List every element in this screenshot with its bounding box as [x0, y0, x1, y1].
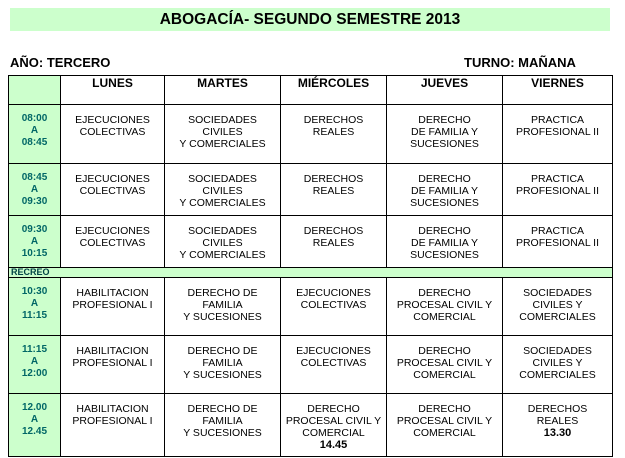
subject-cell	[281, 216, 387, 268]
end-time-note: 13.30	[543, 427, 572, 439]
subject-cell	[503, 336, 613, 394]
subject-line: REALES	[312, 185, 355, 197]
subject-line: SUCESIONES	[410, 138, 479, 150]
subject-cell	[503, 278, 613, 336]
subject-cell	[387, 105, 503, 164]
time-line: 09:30	[21, 196, 48, 207]
subject-line: PROFESIONAL II	[515, 185, 600, 197]
subject-cell	[165, 105, 281, 164]
subject-line: Y SUCESIONES	[183, 427, 262, 439]
subject-line: COLECTIVAS	[79, 126, 146, 138]
subject-line: DERECHO DE FAMILIA	[187, 345, 258, 369]
day-header: MARTES	[165, 76, 281, 105]
header-row	[9, 76, 613, 105]
year-label: AÑO: TERCERO	[10, 55, 111, 70]
subject-line: DERECHO	[418, 173, 471, 185]
table-row	[9, 394, 613, 457]
table-row	[9, 164, 613, 216]
subject-line: PROCESAL CIVIL Y	[285, 415, 382, 427]
subject-line: DERECHO DE FAMILIA	[187, 403, 258, 427]
subject-line: CIVILES Y	[532, 357, 583, 369]
schedule-table	[8, 75, 613, 457]
time-line: 11:15	[21, 310, 48, 321]
subject-line: EJECUCIONES	[75, 114, 150, 126]
subject-cell	[387, 394, 503, 457]
subject-line: HABILITACION	[76, 345, 149, 357]
subject-line: SUCESIONES	[410, 249, 479, 261]
subject-line: PRACTICA	[530, 114, 585, 126]
subject-line: Y SUCESIONES	[183, 311, 262, 323]
subject-cell	[165, 216, 281, 268]
subject-line: SOCIEDADES CIVILES	[188, 114, 257, 138]
page-title: ABOGACÍA- SEGUNDO SEMESTRE 2013	[10, 8, 610, 31]
subject-line: EJECUCIONES	[75, 173, 150, 185]
subject-line: DERECHOS	[303, 114, 364, 126]
subject-line: PROFESIONAL I	[72, 357, 153, 369]
time-cell	[9, 164, 61, 216]
subject-cell	[281, 164, 387, 216]
time-line: 12.00	[21, 402, 48, 413]
subject-line: PRACTICA	[530, 173, 585, 185]
subject-cell	[503, 216, 613, 268]
subject-line: DERECHO	[418, 403, 471, 415]
subject-line: Y SUCESIONES	[183, 369, 262, 381]
subject-line: PROCESAL CIVIL Y	[396, 415, 493, 427]
shift-label: TURNO: MAÑANA	[464, 55, 576, 70]
subject-line: DE FAMILIA Y	[411, 237, 478, 249]
table-row	[9, 216, 613, 268]
subject-cell	[61, 336, 165, 394]
table-row	[9, 336, 613, 394]
subject-line: DE FAMILIA Y	[411, 126, 478, 138]
subject-line: CIVILES Y	[532, 299, 583, 311]
time-line: A	[30, 356, 39, 367]
subject-line: DERECHO	[418, 287, 471, 299]
subject-cell	[165, 278, 281, 336]
subject-line: PROFESIONAL II	[515, 237, 600, 249]
subject-line: DERECHO	[307, 403, 360, 415]
time-line: A	[30, 184, 39, 195]
subject-line: DE FAMILIA Y	[411, 185, 478, 197]
subject-line: Y COMERCIALES	[179, 138, 266, 150]
subject-cell	[503, 394, 613, 457]
subject-line: PROFESIONAL II	[515, 126, 600, 138]
subject-cell	[281, 394, 387, 457]
day-header: LUNES	[61, 76, 165, 105]
subject-cell	[387, 336, 503, 394]
subject-cell	[61, 394, 165, 457]
subject-line: REALES	[536, 415, 579, 427]
subject-line: DERECHOS	[527, 403, 588, 415]
recess-label: RECREO	[9, 268, 613, 278]
recess-row	[9, 268, 613, 278]
subject-line: Y COMERCIALES	[179, 249, 266, 261]
subject-line: SOCIEDADES CIVILES	[188, 173, 257, 197]
subject-line: DERECHO DE FAMILIA	[187, 287, 258, 311]
subject-line: COLECTIVAS	[79, 237, 146, 249]
subject-line: SUCESIONES	[410, 197, 479, 209]
subject-line: EJECUCIONES	[296, 345, 371, 357]
subject-line: REALES	[312, 126, 355, 138]
time-cell	[9, 394, 61, 457]
subject-line: COMERCIAL	[413, 369, 476, 381]
subject-cell	[387, 164, 503, 216]
subject-line: COLECTIVAS	[300, 299, 367, 311]
subject-line: COMERCIAL	[413, 427, 476, 439]
day-header: VIERNES	[503, 76, 613, 105]
subject-line: SOCIEDADES CIVILES	[188, 225, 257, 249]
day-header: JUEVES	[387, 76, 503, 105]
subject-line: COMERCIAL	[302, 427, 365, 439]
time-line: 10:30	[21, 286, 48, 297]
day-header: MIÉRCOLES	[281, 76, 387, 105]
subject-cell	[281, 278, 387, 336]
time-line: A	[30, 125, 39, 136]
subject-line: COMERCIALES	[519, 311, 596, 323]
subject-line: DERECHOS	[303, 173, 364, 185]
subject-line: Y COMERCIALES	[179, 197, 266, 209]
time-line: 12:00	[21, 368, 48, 379]
subject-line: COLECTIVAS	[300, 357, 367, 369]
subject-line: DERECHO	[418, 225, 471, 237]
time-cell	[9, 216, 61, 268]
subject-cell	[61, 105, 165, 164]
subject-line: DERECHOS	[303, 225, 364, 237]
time-line: 09:30	[21, 224, 48, 235]
time-line: 12.45	[21, 426, 48, 437]
subject-cell	[165, 164, 281, 216]
time-line: A	[30, 298, 39, 309]
subject-cell	[503, 164, 613, 216]
subject-line: PROFESIONAL I	[72, 299, 153, 311]
subject-cell	[387, 216, 503, 268]
time-line: A	[30, 236, 39, 247]
subject-line: HABILITACION	[76, 287, 149, 299]
subject-cell	[503, 105, 613, 164]
subject-cell	[281, 336, 387, 394]
subject-cell	[61, 216, 165, 268]
time-line: 08:45	[21, 172, 48, 183]
time-line: 11:15	[21, 344, 48, 355]
time-line: A	[30, 414, 39, 425]
subject-line: HABILITACION	[76, 403, 149, 415]
subject-line: SOCIEDADES	[523, 345, 592, 357]
subject-line: SOCIEDADES	[523, 287, 592, 299]
subject-line: COMERCIALES	[519, 369, 596, 381]
subject-line: PROCESAL CIVIL Y	[396, 357, 493, 369]
time-line: 08:00	[21, 113, 48, 124]
subject-line: COMERCIAL	[413, 311, 476, 323]
subject-line: COLECTIVAS	[79, 185, 146, 197]
subject-cell	[61, 164, 165, 216]
time-cell	[9, 105, 61, 164]
subject-line: EJECUCIONES	[75, 225, 150, 237]
corner-cell	[9, 76, 61, 105]
time-cell	[9, 336, 61, 394]
table-row	[9, 278, 613, 336]
subject-line: PROFESIONAL I	[72, 415, 153, 427]
time-cell	[9, 278, 61, 336]
subject-line: REALES	[312, 237, 355, 249]
time-line: 08:45	[21, 137, 48, 148]
subject-cell	[387, 278, 503, 336]
time-line: 10:15	[21, 248, 48, 259]
subject-line: PRACTICA	[530, 225, 585, 237]
subject-line: EJECUCIONES	[296, 287, 371, 299]
subject-line: PROCESAL CIVIL Y	[396, 299, 493, 311]
subject-line: DERECHO	[418, 345, 471, 357]
table-row	[9, 105, 613, 164]
subject-cell	[61, 278, 165, 336]
subject-cell	[165, 394, 281, 457]
subject-line: DERECHO	[418, 114, 471, 126]
end-time-note: 14.45	[319, 439, 348, 451]
subject-cell	[281, 105, 387, 164]
subject-cell	[165, 336, 281, 394]
